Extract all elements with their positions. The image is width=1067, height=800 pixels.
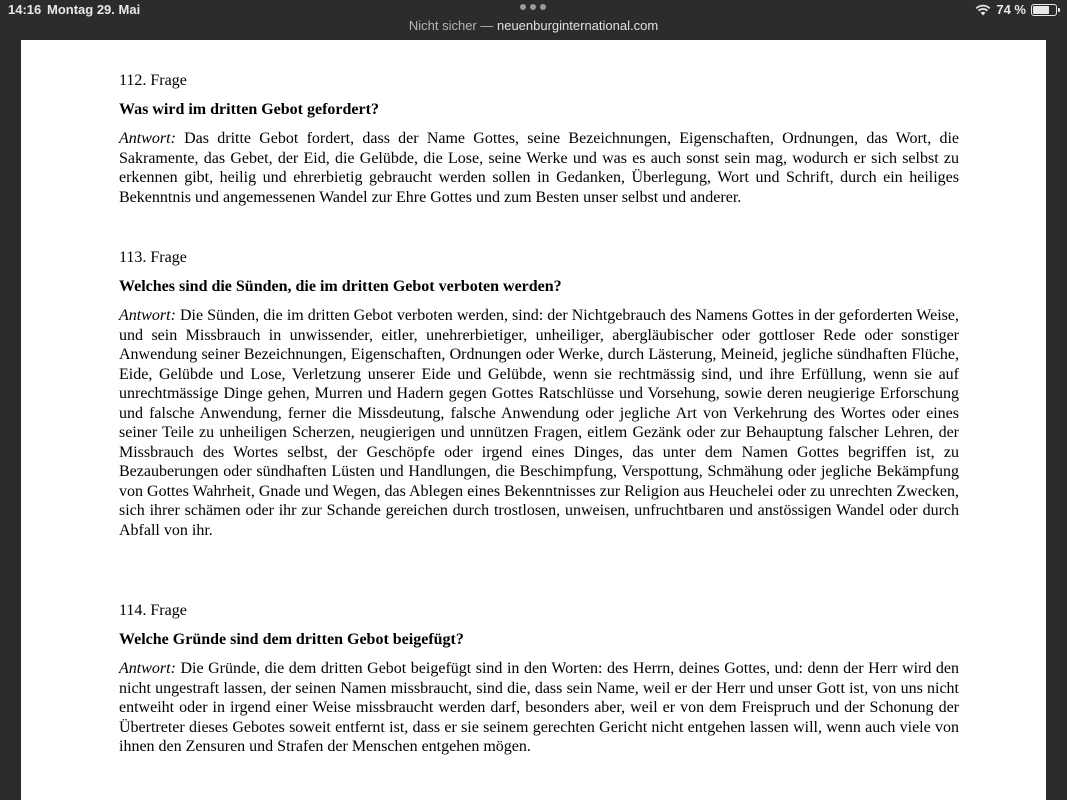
wifi-icon — [975, 4, 991, 16]
status-right — [975, 2, 1057, 17]
question-answer — [119, 306, 959, 540]
address-domain: neuenburginternational.com — [496, 18, 659, 33]
answer-label: Antwort: — [119, 307, 176, 324]
battery-icon — [1031, 4, 1057, 16]
question-number: 112. Frage — [119, 72, 187, 89]
battery-percentage: 74 % — [996, 2, 1026, 17]
question-title: Was wird im dritten Gebot gefordert? — [119, 101, 379, 118]
question-title: Welche Gründe sind dem dritten Gebot beigefügt? — [119, 631, 464, 648]
question-block — [119, 248, 959, 540]
status-bar — [0, 0, 1067, 40]
multitasking-dots-icon[interactable] — [520, 4, 546, 10]
answer-text: Das dritte Gebot fordert, dass der Name Gottes, seine Bezeichnungen, Eigenschaften, Ordnungen, das Wort, die Sakramente, das Gebet, der Eid, die Gelübde, die Lose, seine Werke und was es auch sonst sein mag, wodurch er sich selbst zu erkennen gibt, heilig und ehrerbietig gebraucht werden sollen in Gedanken, Überlegung, Wort und Schrift, durch ein heiliges Bekenntnis und angemessenen Wandel zur Ehre Gottes und zum Besten unser selbst und anderer. — [119, 130, 959, 206]
status-time: 14:16 — [8, 2, 42, 17]
address-bar[interactable] — [0, 18, 1067, 33]
question-number: 114. Frage — [119, 602, 187, 619]
answer-label: Antwort: — [119, 130, 176, 147]
battery-fill — [1033, 6, 1049, 14]
answer-label: Antwort: — [119, 660, 176, 677]
security-label: Nicht sicher — — [408, 18, 497, 33]
battery-cap — [1058, 8, 1060, 12]
question-block — [119, 71, 959, 207]
question-number: 113. Frage — [119, 249, 187, 266]
question-answer — [119, 659, 959, 757]
question-title: Welches sind die Sünden, die im dritten Gebot verboten werden? — [119, 278, 562, 295]
answer-text: Die Gründe, die dem dritten Gebot beigefügt sind in den Worten: des Herrn, deines Gottes, und: denn der Herr wird den nicht ungestraft lassen, der seinen Namen missbraucht, sind die, dass sein Name, weil er der Herr und unser Gott ist, von uns nicht entweiht oder in irgend einer Weise missbraucht werden darf, besonders aber, weil er von dem Freispruch und der Schonung der Übertreter dieses Gebotes soweit entfernt ist, dass er sie seinem gerechten Gericht nicht entgehen lassen will, wenn auch viele von ihnen den Zensuren und Strafen der Menschen entgehen mögen. — [119, 660, 959, 755]
question-answer — [119, 129, 959, 207]
document-page — [21, 40, 1046, 800]
answer-text: Die Sünden, die im dritten Gebot verboten werden, sind: der Nichtgebrauch des Namens Gottes in der geforderten Weise, und sein Missbrauch in unwissender, eitler, unehrerbietiger, unheiliger, abergläubischer oder gottloser Rede oder sonstiger Anwendung seiner Bezeichnungen, Eigenschaften, Ordnungen oder Werke, durch Lästerung, Meineid, jegliche sündhaften Flüche, Eide, Gelübde und Lose, Verletzung unserer Eide und Gelübde, wenn sie rechtmässig sind, und ihre Erfüllung, wenn sie auf unrechtmässige Dinge gehen, Murren und Hadern gegen Gottes Ratschlüsse und Vorsehung, sowie deren neugierige Erforschung und falsche Anwendung, ferner die Missdeutung, falsche Anwendung oder jegliche Art von Verkehrung des Wortes oder eines seiner Teile zu unheiligen Scherzen, neugierigen und unnützen Fragen, eitlem Gezänk oder zur Behauptung falscher Lehren, der Missbrauch des Wortes selbst, der Geschöpfe oder irgend eines Dinges, das unter dem Namen Gottes begriffen ist, zu Bezauberungen oder sündhaften Lüsten und Handlungen, die Beschimpfung, Verspottung, Schmähung oder jegliche Bekämpfung von Gottes Wahrheit, Gnade und Wegen, das Ablegen eines Bekenntnisses zur Religion aus Heuchelei oder zu unrechten Zwecken, sich ihrer schämen oder ihr zur Schande gereichen durch trostlosen, unweisen, unfruchtbaren und anstössigen Wandel oder durch Abfall von ihr. — [119, 307, 959, 539]
status-date: Montag 29. Mai — [47, 2, 141, 17]
question-block — [119, 601, 959, 757]
